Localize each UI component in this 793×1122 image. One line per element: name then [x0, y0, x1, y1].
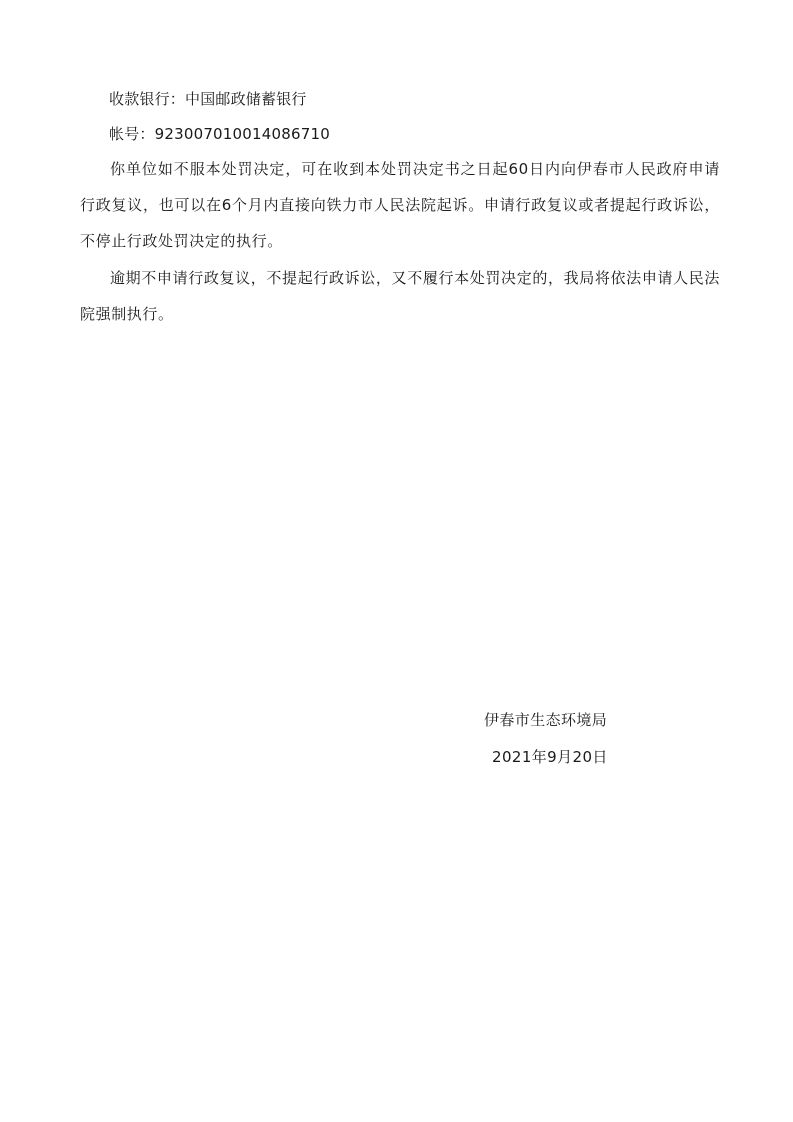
issuer-name: 伊春市生态环境局 — [484, 711, 608, 729]
enforcement-paragraph: 逾期不申请行政复议，不提起行政诉讼，又不履行本处罚决定的，我局将依法申请人民法院强制执行。 — [80, 269, 720, 323]
account-line: 帐号：923007010014086710 — [109, 125, 330, 143]
review-paragraph: 你单位如不服本处罚决定，可在收到本处罚决定书之日起60日内向伊春市人民政府申请行政复议，也可以在6个月内直接向铁力市人民法院起诉。申请行政复议或者提起行政诉讼，不停止行政处罚决定的执行。 — [80, 160, 720, 250]
issue-date: 2021年9月20日 — [492, 748, 608, 766]
bank-line: 收款银行：中国邮政储蓄银行 — [109, 90, 307, 108]
